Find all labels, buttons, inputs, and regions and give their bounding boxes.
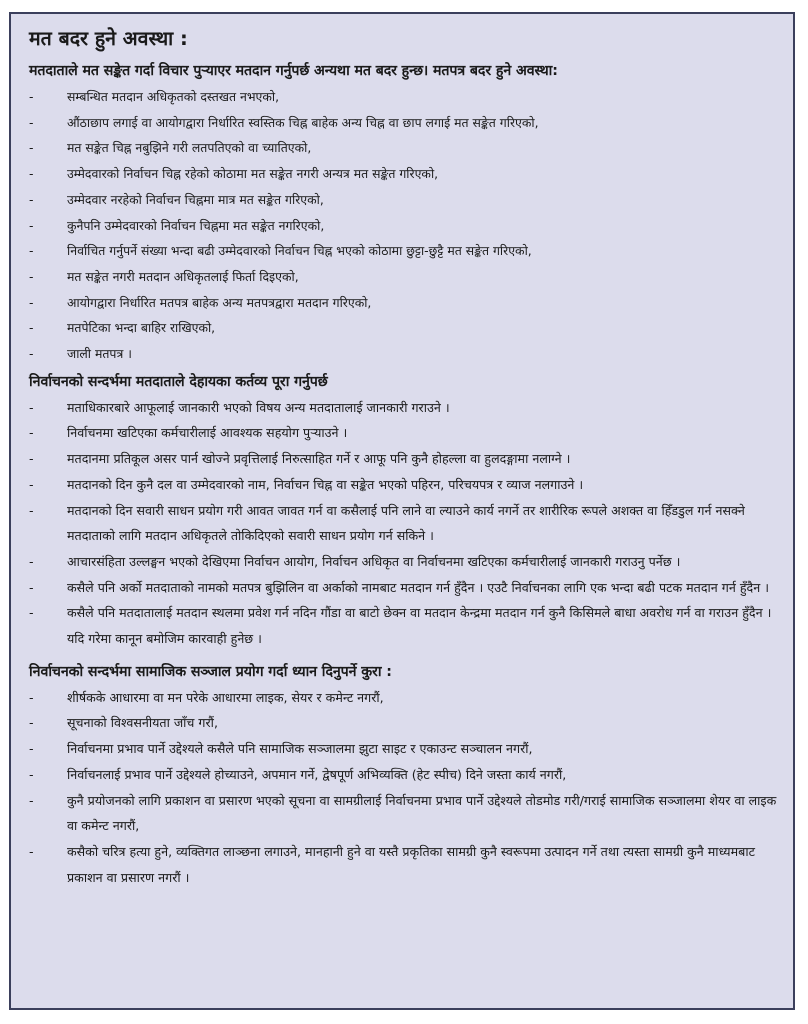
list-item [29,110,779,136]
bullet-list [29,84,779,367]
list-item-text: मतपेटिका भन्दा बाहिर राखिएको, [67,320,216,336]
dash-bullet: - [29,294,34,310]
list-item [29,736,779,762]
list-item [29,395,779,421]
list-item-text: कुनैपनि उम्मेदवारको निर्वाचन चिह्नमा मत सङ्केत नगरिएको, [67,217,325,233]
list-item-text: निर्वाचित गर्नुपर्ने संख्या भन्दा बढी उम्मेदवारको निर्वाचन चिह्न भएको कोठामा छुट्टा-छुट्टै मत सङ्केत गरिएको, [67,243,532,259]
list-item-text: सूचनाको विश्वसनीयता जाँच गरौं, [67,715,218,731]
dash-bullet: - [29,243,34,259]
list-item-text: मत सङ्केत नगरी मतदान अधिकृतलाई फिर्ता दिइएको, [67,268,299,284]
dash-bullet: - [29,579,34,595]
list-item-text: सम्बन्धित मतदान अधिकृतको दस्तखत नभएको, [67,89,280,104]
list-item [29,187,779,213]
list-item-text: मताधिकारबारे आफूलाई जानकारी भएको विषय अन्य मतदातालाई जानकारी गराउने । [67,399,450,415]
list-item [29,498,779,549]
section-heading: मतदाताले मत सङ्केत गर्दा विचार पुऱ्याएर मतदान गर्नुपर्छ अन्यथा मत बदर हुन्छ। मतपत्र बदर हुने अवस्था: [29,63,558,79]
list-item [29,213,779,239]
list-item [29,839,779,890]
list-item [29,685,779,711]
list-item [29,600,779,651]
list-item-text: उम्मेदवारको निर्वाचन चिह्न रहेको कोठामा मत सङ्केत नगरी अन्यत्र मत सङ्केत गरिएको, [67,166,439,182]
dash-bullet: - [29,451,34,467]
list-item-text: कुनै प्रयोजनको लागि प्रकाशन वा प्रसारण भएको सूचना वा सामग्रीलाई निर्वाचनमा प्रभाव पार्ने उद्देश्यले तोडमोड गरी/गराई सामाजिक सञ्जालमा शेयर वा लाइक वा कमेन्ट नगरौं, [67,792,777,834]
list-item-text: आचारसंहिता उल्लङ्घन भएको देखिएमा निर्वाचन आयोग, निर्वाचन अधिकृत वा निर्वाचनमा खटिएका कर्मचारीलाई जानकारी गराउनु पर्नेछ । [67,553,681,569]
dash-bullet: - [29,605,34,621]
list-item [29,446,779,472]
list-item [29,161,779,187]
list-item [29,762,779,788]
dash-bullet: - [29,89,34,104]
list-item-text: मत सङ्केत चिह्न नबुझिने गरी लतपतिएको वा च्यातिएको, [67,140,312,156]
dash-bullet: - [29,553,34,569]
dash-bullet: - [29,792,34,808]
list-item-text: निर्वाचनमा खटिएका कर्मचारीलाई आवश्यक सहयोग पुऱ्याउने । [67,425,348,441]
list-item [29,238,779,264]
list-item [29,710,779,736]
dash-bullet: - [29,140,34,156]
list-item [29,315,779,341]
list-item [29,341,779,367]
dash-bullet: - [29,843,34,859]
section-voter-duties [29,369,779,652]
dash-bullet: - [29,399,34,415]
list-item [29,575,779,601]
page-title: मत बदर हुने अवस्था : [29,27,188,50]
list-item-text: निर्वाचनलाई प्रभाव पार्ने उद्देश्यले होच्याउने, अपमान गर्ने, द्वेषपूर्ण अभिव्यक्ति (हेट स्पीच) दिने जस्ता कार्य नगरौं, [67,766,567,782]
dash-bullet: - [29,268,34,284]
bullet-list [29,685,779,891]
list-item [29,84,779,110]
list-item-text: शीर्षकके आधारमा वा मन परेके आधारमा लाइक, सेयर र कमेन्ट नगरौं, [67,689,384,705]
list-item-text: आयोगद्वारा निर्धारित मतपत्र बाहेक अन्य मतपत्रद्वारा मतदान गरिएको, [67,294,372,310]
list-item [29,788,779,839]
dash-bullet: - [29,741,34,757]
dash-bullet: - [29,476,34,492]
list-item [29,549,779,575]
dash-bullet: - [29,191,34,207]
list-item-text: उम्मेदवार नरहेको निर्वाचन चिह्नमा मात्र मत सङ्केत गरिएको, [67,191,324,207]
dash-bullet: - [29,715,34,731]
dash-bullet: - [29,502,34,518]
list-item-text: जाली मतपत्र । [67,346,132,362]
list-item [29,472,779,498]
dash-bullet: - [29,114,34,130]
notice-panel [9,12,795,1010]
dash-bullet: - [29,320,34,336]
list-item [29,135,779,161]
section-heading: निर्वाचनको सन्दर्भमा मतदाताले देहायका कर्तव्य पूरा गर्नुपर्छ [29,373,328,390]
list-item-text: कसैको चरित्र हत्या हुने, व्यक्तिगत लाञ्छना लगाउने, मानहानी हुने वा यस्तै प्रकृतिका सामग्री कुनै स्वरूपमा उत्पादन गर्ने तथा त्यस्ता सामग्री कुनै माध्यमबाट प्रकाशन वा प्रसारण नगरौं । [67,843,755,885]
list-item-text: कसैले पनि मतदातालाई मतदान स्थलमा प्रवेश गर्न नदिन गौंडा वा बाटो छेक्न वा मतदान केन्द्रमा मतदान गर्न कुनै किसिमले बाधा अवरोध गर्न वा गराउन हुँदैन । यदि गरेमा कानून बमोजिम कारवाही हुनेछ । [67,605,772,647]
dash-bullet: - [29,689,34,705]
list-item-text: मतदानमा प्रतिकूल असर पार्न खोज्ने प्रवृत्तिलाई निरुत्साहित गर्ने र आफू पनि कुनै होहल्ला वा हुलदङ्गामा नलाग्ने । [67,451,571,467]
section-heading: निर्वाचनको सन्दर्भमा सामाजिक सञ्जाल प्रयोग गर्दा ध्यान दिनुपर्ने कुरा : [29,663,392,680]
dash-bullet: - [29,217,34,233]
list-item-text: मतदानको दिन सवारी साधन प्रयोग गरी आवत जावत गर्न वा कसैलाई पनि लाने वा ल्याउने कार्य नगर्ने तर शारीरिक रूपले अशक्त वा हिँडडुल गर्न नसक्ने मतदाताको लागि मतदान अधिकृतले तोकिदिएको सवारी साधन प्रयोग गर्न सकिने । [67,502,745,544]
list-item-text: कसैले पनि अर्को मतदाताको नामको मतपत्र बुझिलिन वा अर्काको नामबाट मतदान गर्न हुँदैन । एउटै निर्वाचनका लागि एक भन्दा बढी पटक मतदान गर्न हुँदैन । [67,579,769,595]
section-invalid-vote [29,58,779,367]
dash-bullet: - [29,425,34,441]
dash-bullet: - [29,766,34,782]
list-item-text: निर्वाचनमा प्रभाव पार्ने उद्देश्यले कसैले पनि सामाजिक सञ्जालमा झुटा साइट र एकाउन्ट सञ्चालन नगरौं, [67,741,533,757]
dash-bullet: - [29,166,34,182]
section-social-media [29,659,779,891]
list-item [29,290,779,316]
dash-bullet: - [29,346,34,362]
list-item-text: मतदानको दिन कुनै दल वा उम्मेदवारको नाम, निर्वाचन चिह्न वा सङ्केत भएको पहिरन, परिचयपत्र र व्याज नलगाउने । [67,476,584,492]
bullet-list [29,395,779,652]
list-item-text: औंठाछाप लगाई वा आयोगद्वारा निर्धारित स्वस्तिक चिह्न बाहेक अन्य चिह्न वा छाप लगाई मत सङ्केत गरिएको, [67,114,539,130]
list-item [29,264,779,290]
list-item [29,420,779,446]
